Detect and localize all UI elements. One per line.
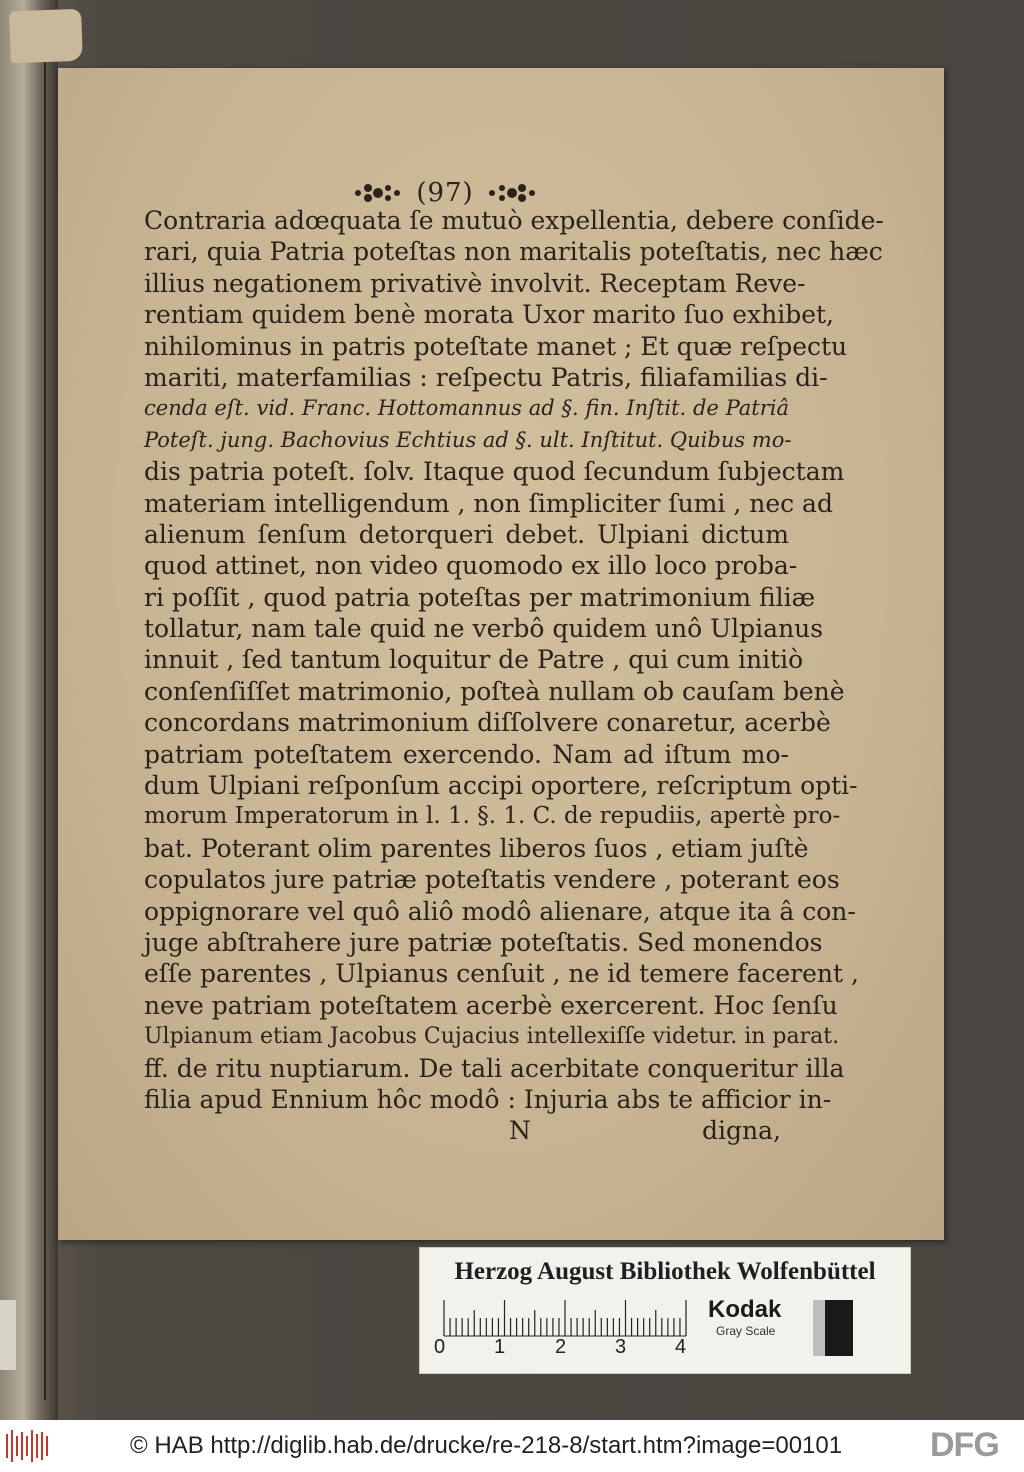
text-line: materiam intelligendum , non ſimpliciter ſumi , nec ad xyxy=(144,488,833,518)
library-name: Herzog August Bibliothek Wolfenbüttel xyxy=(454,1258,876,1285)
text-line: alienum ſenſum detorqueri debet. Ulpiani dictum xyxy=(144,519,789,549)
text-line: Contraria adœquata ſe mutuò expellentia, debere conſide- xyxy=(144,206,884,235)
text-line: bat. Poterant olim parentes liberos ſuos , etiam juſtè xyxy=(144,833,809,863)
ornament-left-icon xyxy=(350,182,406,204)
text-line: rari, quia Patria poteſtas non maritalis poteſtatis, nec hæc xyxy=(144,237,883,267)
gray-scale-patch xyxy=(813,1300,853,1356)
text-line: concordans matrimonium diſſolvere conaretur, acerbè xyxy=(144,708,831,738)
ruler-label: 4 xyxy=(675,1336,687,1358)
ruler-scale xyxy=(442,1298,692,1338)
text-line: dum Ulpiani reſponſum accipi oportere, reſcriptum opti- xyxy=(144,771,858,801)
text-line: morum Imperatorum in l. 1. §. 1. C. de repudiis, apertè pro- xyxy=(144,803,841,830)
text-line: mariti, materfamilias : reſpectu Patris, filiafamilias di- xyxy=(144,362,828,392)
binding-edge xyxy=(44,60,46,1400)
text-line: illius negationem privativè involvit. Receptam Reve- xyxy=(144,268,806,298)
text-line: Poteſt. jung. Bachovius Echtius ad §. ult. Inſtitut. Quibus mo- xyxy=(144,427,792,452)
paper-corner xyxy=(9,9,83,63)
text-line: Ulpianum etiam Jacobus Cujacius intellexiſſe videtur. in parat. xyxy=(144,1024,840,1050)
library-label xyxy=(419,1247,911,1374)
text-line: ff. de ritu nuptiarum. De tali acerbitate conqueritur illa xyxy=(144,1053,845,1083)
footer-bar xyxy=(0,1420,1024,1472)
ruler-label: 0 xyxy=(434,1336,446,1358)
text-line: quod attinet, non video quomodo ex illo loco proba- xyxy=(144,551,798,581)
text-line: ri poſſit , quod patria poteſtas per matrimonium filiæ xyxy=(144,582,816,612)
text-line: nihilominus in patris poteſtate manet ; Et quæ reſpectu xyxy=(144,331,848,361)
catchword-line xyxy=(144,1115,789,1146)
catchword: digna, xyxy=(702,1116,781,1146)
text-line: tollatur, nam tale quid ne verbô quidem unô Ulpianus xyxy=(144,614,824,644)
text-line: dis patria poteſt. ſolv. Itaque quod ſecundum ſubjectam xyxy=(144,457,845,487)
gray-scale-text: Gray Scale xyxy=(716,1324,776,1338)
page-number: (97) xyxy=(416,178,474,208)
text-line: conſenſiſſet matrimonio, poſteà nullam ob cauſam benè xyxy=(144,676,845,706)
side-tag xyxy=(0,1300,16,1370)
text-line: patriam poteſtatem exercendo. Nam ad iſtum mo- xyxy=(144,739,789,769)
barcode-icon xyxy=(6,1430,52,1462)
text-line: rentiam quidem benè morata Uxor marito ſuo exhibet, xyxy=(144,300,835,330)
body-text xyxy=(144,205,884,1147)
ruler-labels xyxy=(434,1336,714,1362)
text-line: innuit , ſed tantum loquitur de Patre , qui cum initiò xyxy=(144,645,804,675)
text-line: filia apud Ennium hôc modô : Injuria abs te afficior in- xyxy=(144,1084,832,1114)
signature-mark: N xyxy=(509,1116,531,1146)
source-url: © HAB http://diglib.hab.de/drucke/re-218-8/start.htm?image=00101 xyxy=(130,1432,843,1459)
text-line: neve patriam poteſtatem acerbè exercerent. Hoc ſenſu xyxy=(144,990,838,1020)
text-line: cenda eſt. vid. Franc. Hottomannus ad §. fin. Inſtit. de Patriâ xyxy=(144,396,789,421)
text-line: eſſe parentes , Ulpianus cenſuit , ne id temere facerent , xyxy=(144,959,859,989)
ruler-label: 1 xyxy=(494,1336,506,1358)
text-line: oppignorare vel quô aliô modô alienare, atque ita â con- xyxy=(144,896,856,926)
ruler-label: 3 xyxy=(615,1336,627,1358)
dfg-logo: DFG xyxy=(930,1426,999,1464)
ornament-right-icon xyxy=(484,182,540,204)
kodak-brand: Kodak xyxy=(708,1296,782,1323)
ruler-label: 2 xyxy=(555,1336,567,1358)
text-line: juge abſtrahere jure patriæ poteſtatis. Sed monendos xyxy=(144,927,823,957)
text-line: copulatos jure patriæ poteſtatis vendere , poterant eos xyxy=(144,865,840,895)
book-binding xyxy=(0,0,58,1420)
